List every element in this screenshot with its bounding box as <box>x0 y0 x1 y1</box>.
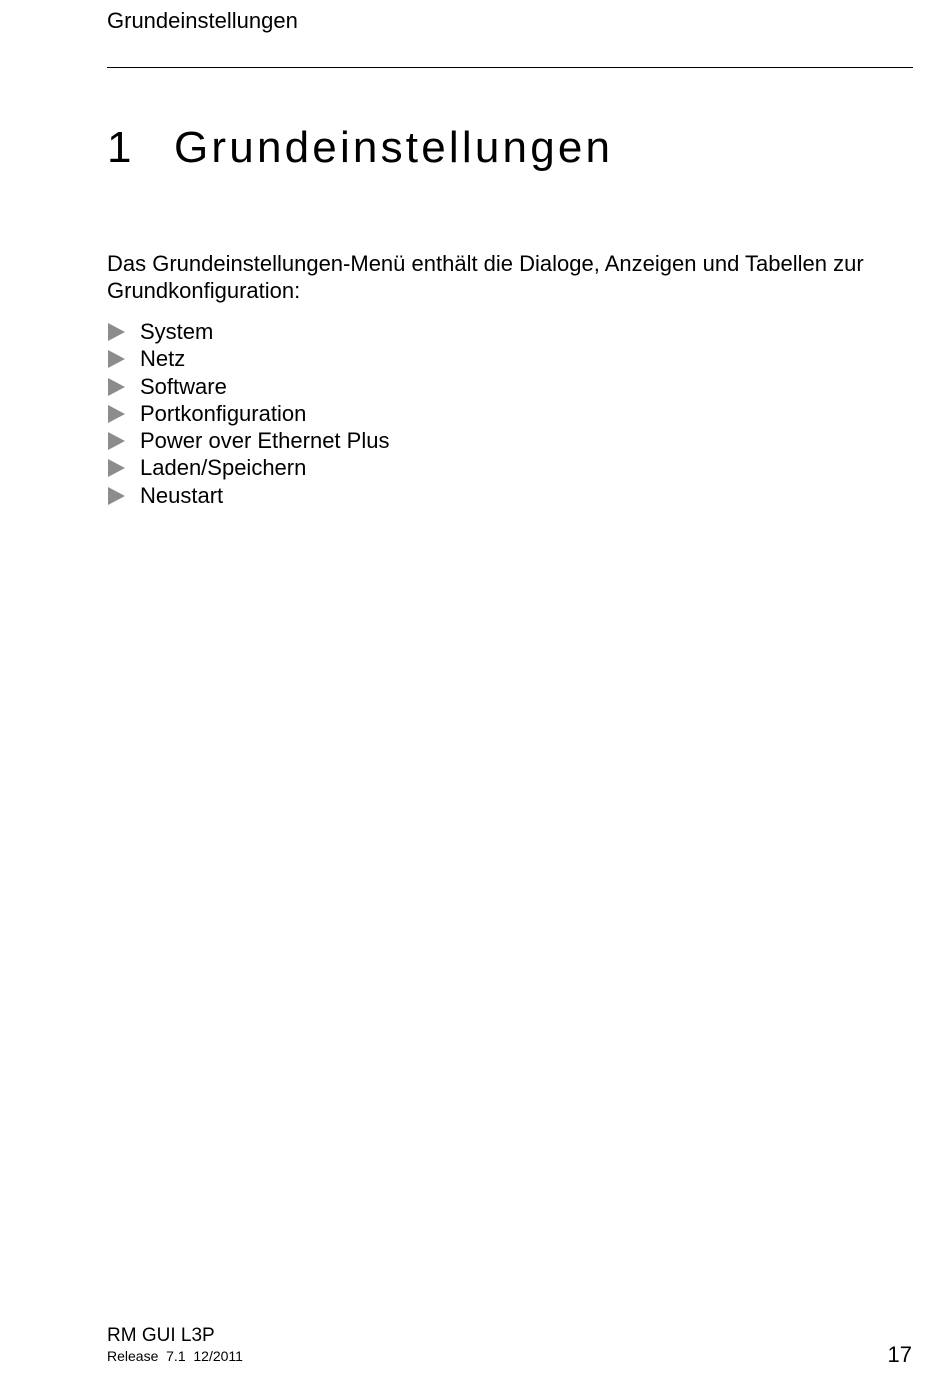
running-header: Grundeinstellungen <box>107 8 298 33</box>
list-item-system <box>107 318 389 345</box>
chapter-title <box>107 122 613 174</box>
page-number: 17 <box>887 1342 912 1367</box>
triangle-right-icon <box>108 459 125 477</box>
header-rule <box>107 67 913 68</box>
list-item-neustart <box>107 482 389 509</box>
list-item-portkonfiguration <box>107 400 389 427</box>
list-item-label: Laden/Speichern <box>140 455 307 481</box>
list-item-label: Power over Ethernet Plus <box>140 428 390 454</box>
footer-product: RM GUI L3P <box>107 1325 215 1346</box>
list-item-label: Neustart <box>140 482 224 508</box>
triangle-right-icon <box>108 350 125 368</box>
list-item-label: System <box>140 319 214 344</box>
list-item-label: Portkonfiguration <box>140 400 307 426</box>
chapter-number: 1 <box>107 123 135 172</box>
chapter-title-text: Grundeinstellungen <box>174 123 614 172</box>
triangle-right-icon <box>108 405 125 423</box>
list-item-software <box>107 373 389 400</box>
triangle-right-icon <box>108 432 125 450</box>
list-item-label: Netz <box>140 346 186 372</box>
triangle-right-icon <box>108 378 125 396</box>
menu-list <box>107 318 389 509</box>
triangle-right-icon <box>108 487 125 505</box>
list-item-laden-speichern <box>107 454 389 481</box>
list-item-poe-plus <box>107 427 389 454</box>
intro-paragraph: Das Grundeinstellungen-Menü enthält die Dialoge, Anzeigen und Tabellen zur Grundkonfiguration: <box>107 251 864 303</box>
triangle-right-icon <box>108 323 125 341</box>
footer-release: Release 7.1 12/2011 <box>107 1348 243 1364</box>
list-item-netz <box>107 345 389 372</box>
list-item-label: Software <box>140 373 227 399</box>
